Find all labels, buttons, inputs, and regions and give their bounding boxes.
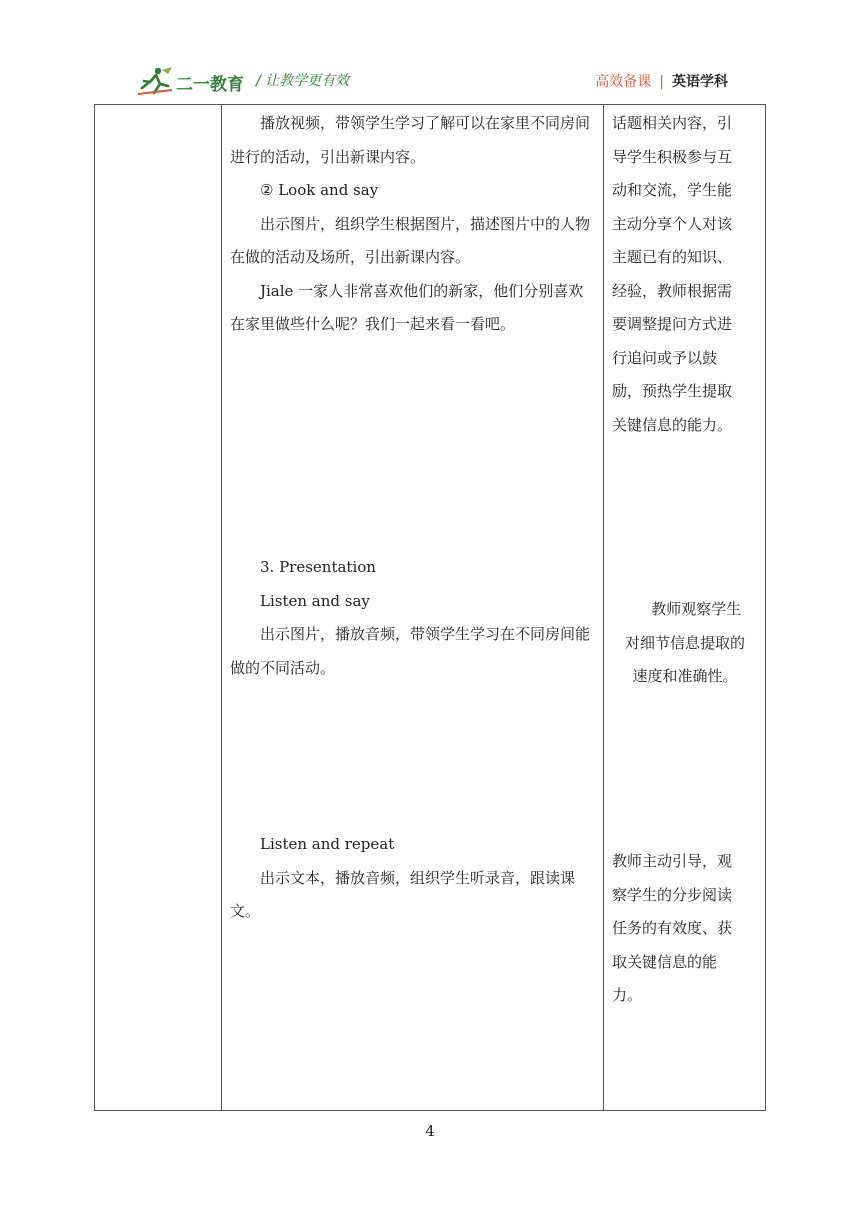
intent-line: 对细节信息提取的 bbox=[624, 633, 745, 652]
table-border-bottom bbox=[94, 1110, 766, 1111]
intent-line: 导学生积极参与互 bbox=[612, 147, 733, 166]
paragraph-presentation: 3. Presentation bbox=[260, 558, 376, 576]
tag-efficient-prep: 高效备课 bbox=[595, 74, 652, 90]
table-border-right bbox=[765, 104, 766, 1111]
intent-line: 关键信息的能力。 bbox=[612, 415, 733, 434]
intent-line: 察学生的分步阅读 bbox=[612, 885, 733, 904]
runner-logo-icon bbox=[138, 66, 174, 96]
page-header bbox=[0, 0, 860, 104]
intent-line: 经验，教师根据需 bbox=[612, 281, 733, 300]
intent-block-2 bbox=[608, 593, 762, 694]
table-divider-1 bbox=[221, 104, 222, 1111]
paragraph-listen-and-repeat: Listen and repeat bbox=[260, 835, 395, 853]
intent-line: 话题相关内容，引 bbox=[612, 114, 733, 132]
intent-line: 教师主动引导，观 bbox=[612, 852, 733, 870]
intent-line: 行追问或予以鼓 bbox=[612, 348, 718, 367]
table-border-left bbox=[94, 104, 95, 1111]
intent-block-1 bbox=[612, 107, 756, 442]
intent-line: 教师观察学生 bbox=[651, 600, 742, 618]
paragraph-listen-repeat-detail: 出示文本，播放音频，组织学生听录音，跟读课文。 bbox=[230, 868, 576, 920]
logo-text: 二一教育 bbox=[176, 75, 244, 95]
slogan: / 让教学更有效 bbox=[256, 73, 350, 89]
paragraph-jiale-family: Jiale 一家人非常喜欢他们的新家，他们分别喜欢在家里做些什么呢？我们一起来看一看吧。 bbox=[230, 281, 584, 333]
table-divider-2 bbox=[603, 104, 604, 1111]
paragraph-video-intro: 播放视频，带领学生学习了解可以在家里不同房间进行的活动，引出新课内容。 bbox=[230, 114, 591, 166]
intent-line: 速度和准确性。 bbox=[632, 667, 738, 685]
header-tags bbox=[595, 71, 728, 91]
intent-line: 动和交流，学生能 bbox=[612, 181, 733, 199]
intent-line: 主题已有的知识、 bbox=[612, 248, 733, 266]
tag-english-subject: 英语学科 bbox=[672, 74, 728, 90]
tag-separator: | bbox=[659, 74, 664, 90]
paragraph-show-pictures: 出示图片，组织学生根据图片，描述图片中的人物在做的活动及场所，引出新课内容。 bbox=[230, 214, 591, 266]
intent-line: 要调整提问方式进 bbox=[612, 315, 733, 333]
activity-block-3 bbox=[230, 828, 596, 929]
intent-line: 任务的有效度、获 bbox=[612, 919, 733, 937]
activity-block-1 bbox=[230, 107, 596, 342]
page-number: 4 bbox=[425, 1122, 435, 1140]
intent-line: 励，预热学生提取 bbox=[612, 382, 733, 400]
paragraph-listen-say-detail: 出示图片，播放音频，带领学生学习在不同房间能做的不同活动。 bbox=[230, 625, 591, 677]
intent-block-3 bbox=[612, 845, 756, 1013]
paragraph-listen-and-say: Listen and say bbox=[260, 591, 370, 610]
table-border-top bbox=[94, 104, 766, 105]
paragraph-look-and-say: ② Look and say bbox=[260, 181, 379, 199]
intent-line: 取关键信息的能 bbox=[612, 952, 718, 971]
activity-block-2 bbox=[230, 551, 596, 685]
intent-line: 力。 bbox=[612, 986, 643, 1004]
intent-line: 主动分享个人对该 bbox=[612, 214, 733, 233]
